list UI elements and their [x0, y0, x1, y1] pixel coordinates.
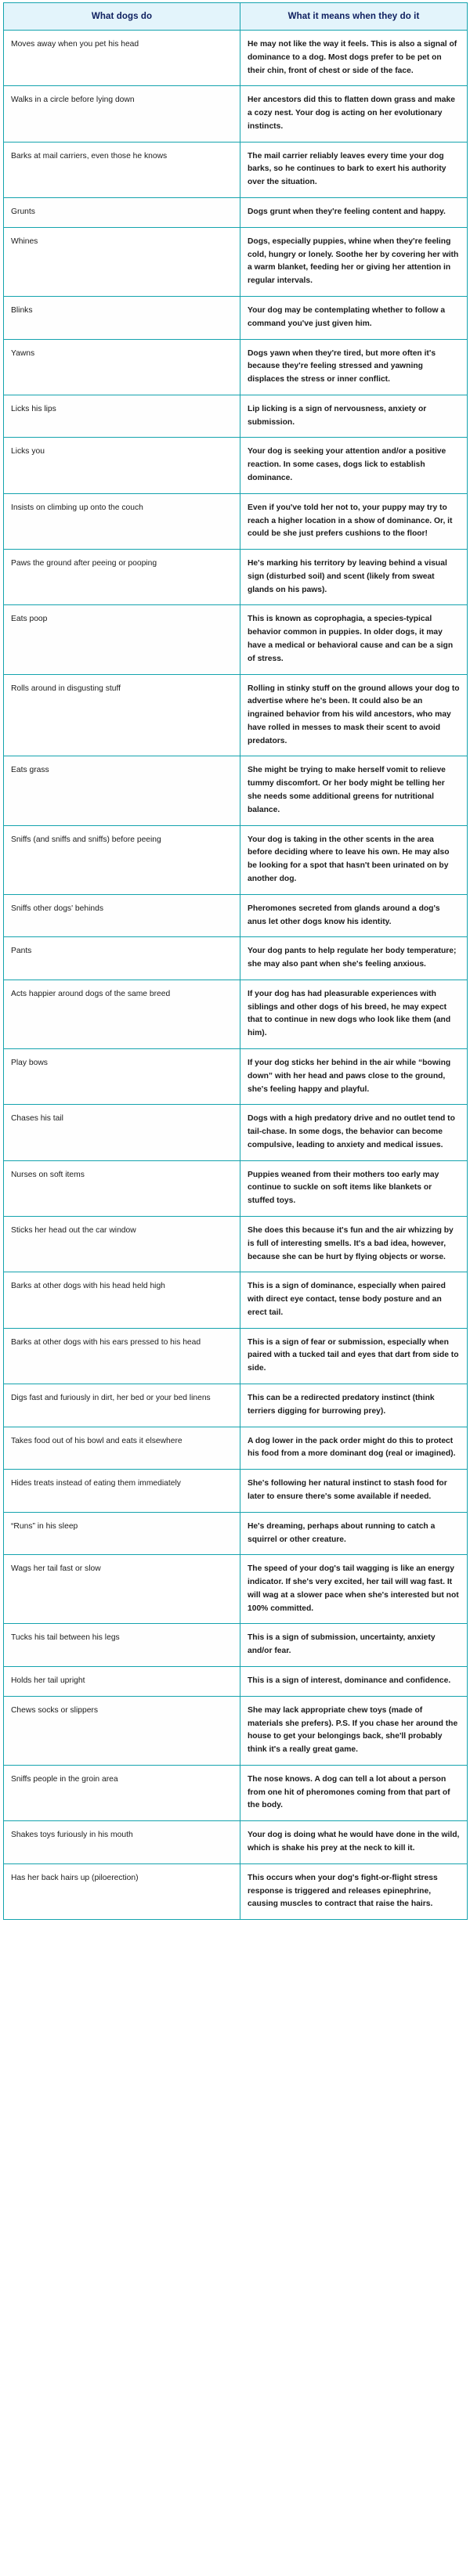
table-row	[4, 1821, 468, 1864]
meaning-cell: Your dog pants to help regulate her body temperature; she may also pant when she's feeling anxious.	[240, 937, 468, 980]
meaning-cell: Lip licking is a sign of nervousness, anxiety or submission.	[240, 395, 468, 438]
meaning-cell: Puppies weaned from their mothers too early may continue to suckle on soft items like blankets or stuffed toys.	[240, 1160, 468, 1216]
behavior-cell: Sticks her head out the car window	[4, 1217, 240, 1272]
behavior-cell: Licks you	[4, 438, 240, 493]
behavior-cell: Eats grass	[4, 756, 240, 825]
table-row	[4, 296, 468, 339]
behavior-cell: Blinks	[4, 296, 240, 339]
meaning-cell: She's following her natural instinct to stash food for later to ensure there's some available if needed.	[240, 1470, 468, 1513]
table-row	[4, 1217, 468, 1272]
meaning-cell: She might be trying to make herself vomit to relieve tummy discomfort. Or her body might be telling her she needs some additional greens for nutritional balance.	[240, 756, 468, 825]
behavior-cell: Nurses on soft items	[4, 1160, 240, 1216]
table-row	[4, 1048, 468, 1104]
table-row	[4, 894, 468, 937]
table-row	[4, 395, 468, 438]
meaning-cell: She may lack appropriate chew toys (made of materials she prefers). P.S. If you chase her around the house to get your belongings back, she'll probably think it's a really great game.	[240, 1696, 468, 1765]
table-row	[4, 980, 468, 1048]
meaning-cell: Dogs yawn when they're tired, but more often it's because they're feeling stressed and yawning displaces the stress or inner conflict.	[240, 339, 468, 395]
behavior-cell: Eats poop	[4, 605, 240, 674]
meaning-cell: Even if you've told her not to, your puppy may try to reach a higher location in a show of dominance. Or, it could be she just prefers cushions to the floor!	[240, 493, 468, 549]
behavior-cell: Sniffs people in the groin area	[4, 1765, 240, 1820]
table-row	[4, 1470, 468, 1513]
behavior-cell: Barks at mail carriers, even those he knows	[4, 142, 240, 197]
behavior-cell: Chases his tail	[4, 1105, 240, 1160]
behavior-cell: Shakes toys furiously in his mouth	[4, 1821, 240, 1864]
meaning-cell: Rolling in stinky stuff on the ground allows your dog to advertise where he's been. It could also be an ingrained behavior from his wild ancestors, who may have rolled in messes to mask their scent to avoid predators.	[240, 674, 468, 756]
behavior-cell: Takes food out of his bowl and eats it elsewhere	[4, 1427, 240, 1470]
table-header-row	[4, 3, 468, 31]
behavior-cell: Tucks his tail between his legs	[4, 1624, 240, 1667]
table-row	[4, 674, 468, 756]
meaning-cell: Your dog may be contemplating whether to follow a command you've just given him.	[240, 296, 468, 339]
behavior-cell: Sniffs other dogs' behinds	[4, 894, 240, 937]
column-header-behavior: What dogs do	[4, 3, 240, 31]
table-body	[4, 31, 468, 1920]
table-row	[4, 1765, 468, 1820]
meaning-cell: A dog lower in the pack order might do this to protect his food from a more dominant dog (real or imagined).	[240, 1427, 468, 1470]
meaning-cell: This can be a redirected predatory instinct (think terriers digging for burrowing prey).	[240, 1384, 468, 1427]
meaning-cell: If your dog sticks her behind in the air while “bowing down” with her head and paws close to the ground, she's feeling happy and playful.	[240, 1048, 468, 1104]
behavior-cell: Pants	[4, 937, 240, 980]
behavior-cell: Walks in a circle before lying down	[4, 86, 240, 142]
meaning-cell: This occurs when your dog's fight-or-flight stress response is triggered and releases epinephrine, causing muscles to contract that raise the hairs.	[240, 1863, 468, 1919]
meaning-cell: Your dog is seeking your attention and/or a positive reaction. In some cases, dogs lick to establish dominance.	[240, 438, 468, 493]
behavior-cell: Whines	[4, 227, 240, 296]
meaning-cell: Dogs grunt when they're feeling content and happy.	[240, 198, 468, 228]
column-header-meaning: What it means when they do it	[240, 3, 468, 31]
table-row	[4, 1512, 468, 1555]
table-row	[4, 550, 468, 605]
table-row	[4, 1384, 468, 1427]
behavior-cell: Rolls around in disgusting stuff	[4, 674, 240, 756]
meaning-cell: This is a sign of dominance, especially when paired with direct eye contact, tense body posture and an erect tail.	[240, 1272, 468, 1328]
table-row	[4, 756, 468, 825]
meaning-cell: The speed of your dog's tail wagging is like an energy indicator. If she's very excited, her tail will wag fast. It will wag at a slower pace when she's interested but not 100% committed.	[240, 1555, 468, 1624]
meaning-cell: Dogs with a high predatory drive and no outlet tend to tail-chase. In some dogs, the behavior can become compulsive, leading to anxiety and medical issues.	[240, 1105, 468, 1160]
table-row	[4, 339, 468, 395]
table-row	[4, 1427, 468, 1470]
meaning-cell: This is a sign of submission, uncertainty, anxiety and/or fear.	[240, 1624, 468, 1667]
table-row	[4, 825, 468, 894]
behavior-cell: Grunts	[4, 198, 240, 228]
meaning-cell: Your dog is taking in the other scents in the area before deciding where to leave his own. He may also be looking for a spot that hasn't been urinated on by another dog.	[240, 825, 468, 894]
table-row	[4, 1272, 468, 1328]
table-row	[4, 86, 468, 142]
behavior-cell: Has her back hairs up (piloerection)	[4, 1863, 240, 1919]
table-row	[4, 493, 468, 549]
behavior-cell: Acts happier around dogs of the same breed	[4, 980, 240, 1048]
behavior-cell: Holds her tail upright	[4, 1666, 240, 1696]
table-row	[4, 1160, 468, 1216]
table-row	[4, 227, 468, 296]
behavior-cell: “Runs” in his sleep	[4, 1512, 240, 1555]
meaning-cell: This is a sign of fear or submission, especially when paired with a tucked tail and eyes that dart from side to side.	[240, 1328, 468, 1384]
meaning-cell: He may not like the way it feels. This is also a signal of dominance to a dog. Most dogs prefer to be pet on their chin, front of chest or side of the face.	[240, 31, 468, 86]
meaning-cell: He's dreaming, perhaps about running to catch a squirrel or other creature.	[240, 1512, 468, 1555]
meaning-cell: He's marking his territory by leaving behind a visual sign (disturbed soil) and scent (likely from sweat glands on his paws).	[240, 550, 468, 605]
table-row	[4, 1863, 468, 1919]
table-row	[4, 1555, 468, 1624]
behavior-cell: Licks his lips	[4, 395, 240, 438]
table-row	[4, 1105, 468, 1160]
behavior-cell: Barks at other dogs with his ears pressed to his head	[4, 1328, 240, 1384]
meaning-cell: The nose knows. A dog can tell a lot about a person from one hit of pheromones coming from that part of the body.	[240, 1765, 468, 1820]
behavior-cell: Moves away when you pet his head	[4, 31, 240, 86]
table-header	[4, 3, 468, 31]
behavior-cell: Play bows	[4, 1048, 240, 1104]
meaning-cell: This is a sign of interest, dominance and confidence.	[240, 1666, 468, 1696]
meaning-cell: Your dog is doing what he would have done in the wild, which is shake his prey at the neck to kill it.	[240, 1821, 468, 1864]
behavior-cell: Yawns	[4, 339, 240, 395]
behavior-cell: Digs fast and furiously in dirt, her bed or your bed linens	[4, 1384, 240, 1427]
table-row	[4, 1328, 468, 1384]
table-row	[4, 1666, 468, 1696]
meaning-cell: The mail carrier reliably leaves every time your dog barks, so he continues to bark to exert his authority over the situation.	[240, 142, 468, 197]
behavior-cell: Hides treats instead of eating them immediately	[4, 1470, 240, 1513]
behavior-cell: Sniffs (and sniffs and sniffs) before peeing	[4, 825, 240, 894]
table-row	[4, 1696, 468, 1765]
behavior-cell: Chews socks or slippers	[4, 1696, 240, 1765]
behavior-cell: Barks at other dogs with his head held high	[4, 1272, 240, 1328]
meaning-cell: She does this because it's fun and the air whizzing by is full of interesting smells. It's a bad idea, however, because she can be hurt by flying objects or worse.	[240, 1217, 468, 1272]
meaning-cell: Her ancestors did this to flatten down grass and make a cozy nest. Your dog is acting on her evolutionary instincts.	[240, 86, 468, 142]
meaning-cell: If your dog has had pleasurable experiences with siblings and other dogs of his breed, he may expect that to continue in new dogs who look like them (and him).	[240, 980, 468, 1048]
meaning-cell: This is known as coprophagia, a species-typical behavior common in puppies. In older dogs, it may have a medical or behavioral cause and can be a sign of stress.	[240, 605, 468, 674]
table-row	[4, 1624, 468, 1667]
behavior-cell: Insists on climbing up onto the couch	[4, 493, 240, 549]
table-row	[4, 31, 468, 86]
dog-behavior-table	[3, 2, 468, 1920]
behavior-cell: Paws the ground after peeing or pooping	[4, 550, 240, 605]
table-row	[4, 142, 468, 197]
table-row	[4, 198, 468, 228]
table-row	[4, 937, 468, 980]
meaning-cell: Pheromones secreted from glands around a dog's anus let other dogs know his identity.	[240, 894, 468, 937]
meaning-cell: Dogs, especially puppies, whine when they're feeling cold, hungry or lonely. Soothe her by covering her with a warm blanket, feeding her or giving her attention in regular intervals.	[240, 227, 468, 296]
table-row	[4, 438, 468, 493]
behavior-cell: Wags her tail fast or slow	[4, 1555, 240, 1624]
table-row	[4, 605, 468, 674]
